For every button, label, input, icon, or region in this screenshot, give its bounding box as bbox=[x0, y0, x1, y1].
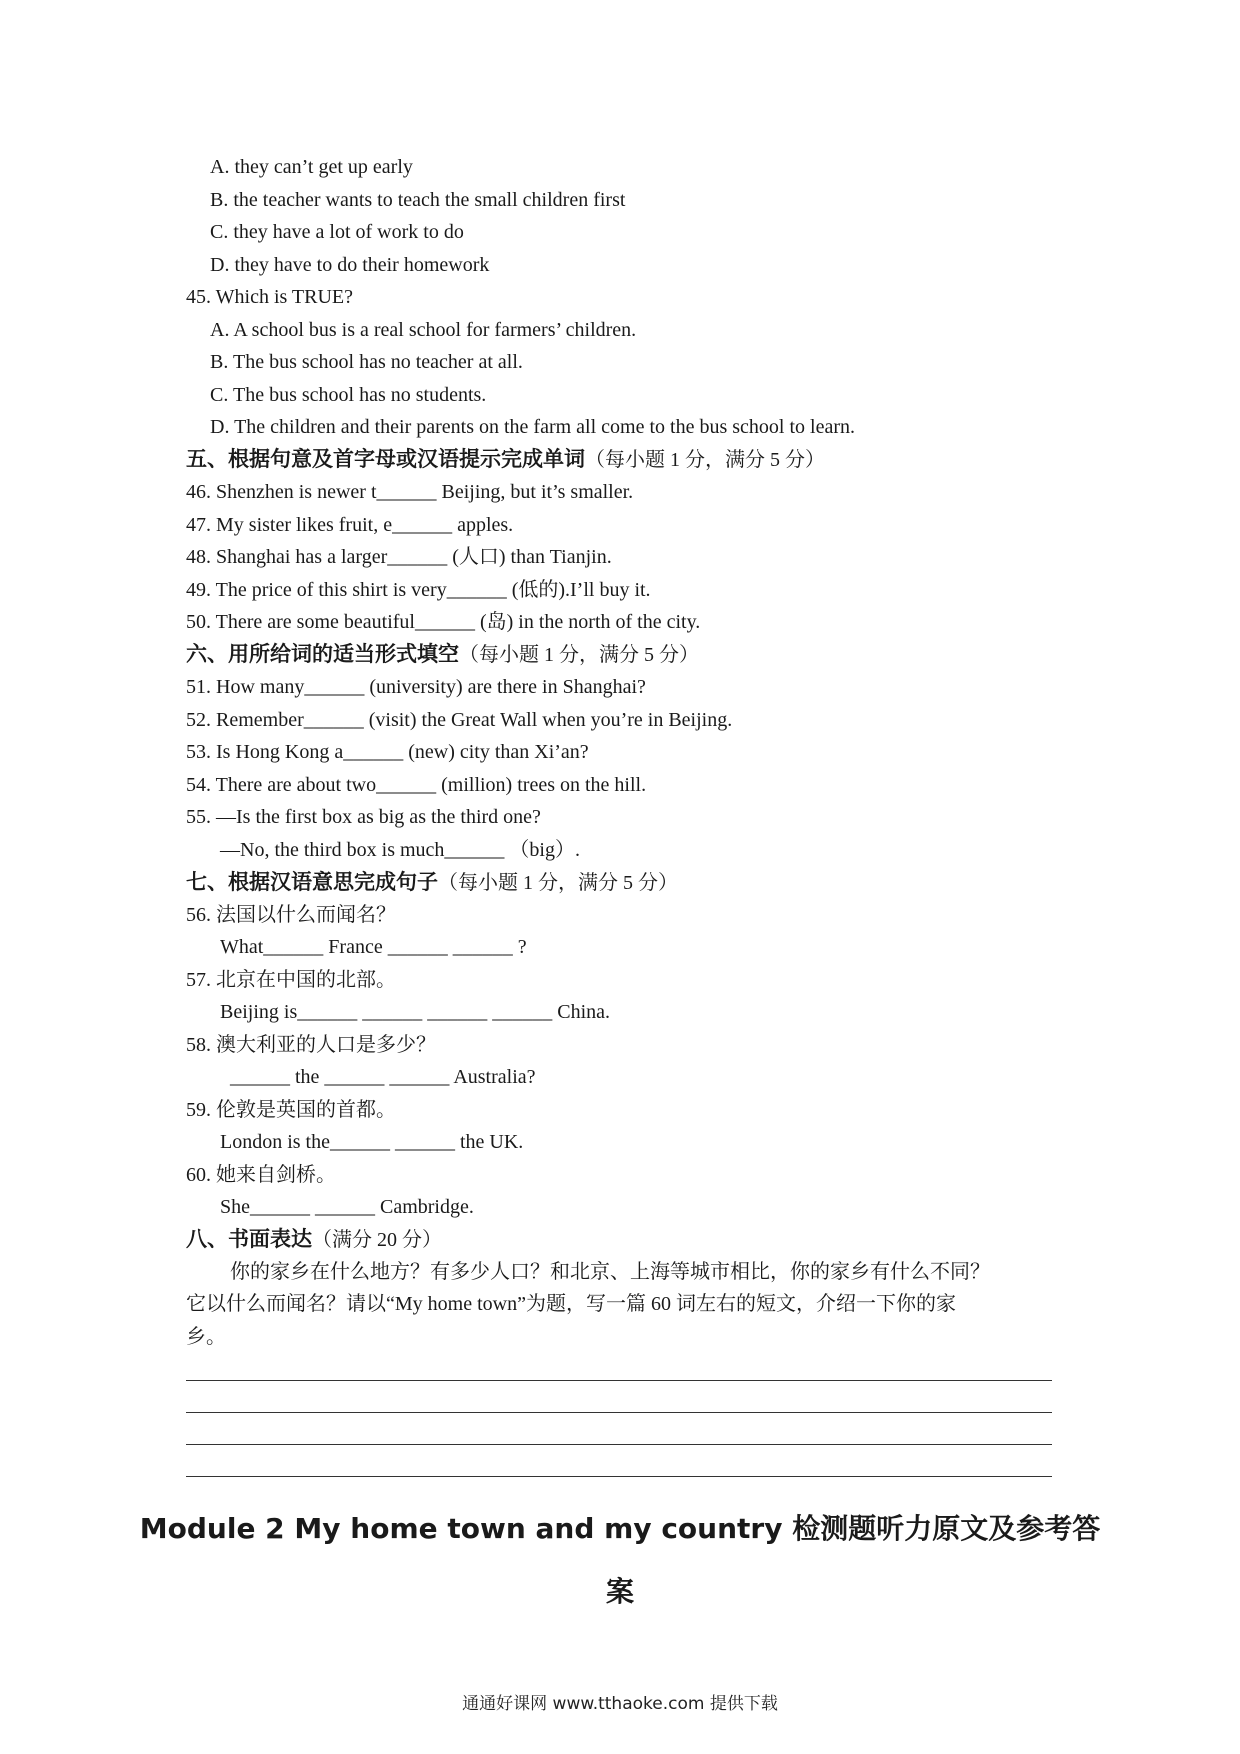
q58-prompt: 58. 澳大利亚的人口是多少？ bbox=[186, 1034, 436, 1056]
q44-option-c: C. they have a lot of work to do bbox=[210, 221, 464, 243]
section5-note: （每小题 1 分，满分 5 分） bbox=[585, 449, 825, 471]
q45-option-c: C. The bus school has no students. bbox=[210, 384, 487, 406]
q55-answer: —No, the third box is much______ （big）. bbox=[220, 839, 580, 861]
section5-title: 五、根据句意及首字母或汉语提示完成单词 bbox=[186, 447, 585, 471]
q45-question: 45. Which is TRUE? bbox=[186, 286, 354, 308]
q56-prompt: 56. 法国以什么而闻名？ bbox=[186, 904, 396, 926]
writing-line[interactable] bbox=[186, 1380, 1052, 1381]
q54: 54. There are about two______ (million) trees on the hill. bbox=[186, 774, 647, 796]
section5-heading bbox=[186, 445, 825, 474]
writing-prompt-line-2: 它以什么而闻名？请以“My home town”为题，写一篇 60 词左右的短文，介绍一下你的家 bbox=[186, 1293, 956, 1315]
q44-option-b: B. the teacher wants to teach the small children first bbox=[210, 189, 626, 211]
writing-line[interactable] bbox=[186, 1412, 1052, 1413]
q51: 51. How many______ (university) are there in Shanghai? bbox=[186, 676, 646, 698]
q47: 47. My sister likes fruit, e______ apples. bbox=[186, 514, 514, 536]
section7-note: （每小题 1 分，满分 5 分） bbox=[438, 872, 678, 894]
module-title-line-1: Module 2 My home town and my country 检测题听力原文及参考答 bbox=[139, 1512, 1101, 1545]
section6-title: 六、用所给词的适当形式填空 bbox=[186, 642, 459, 666]
q59-answer: London is the______ ______ the UK. bbox=[220, 1131, 524, 1153]
q59-prompt: 59. 伦敦是英国的首都。 bbox=[186, 1099, 396, 1121]
writing-line[interactable] bbox=[186, 1476, 1052, 1477]
q52: 52. Remember______ (visit) the Great Wall when you’re in Beijing. bbox=[186, 709, 733, 731]
q46: 46. Shenzhen is newer t______ Beijing, but it’s smaller. bbox=[186, 481, 634, 503]
q55-question: 55. —Is the first box as big as the third one? bbox=[186, 806, 541, 828]
section6-heading bbox=[186, 640, 699, 669]
section7-title: 七、根据汉语意思完成句子 bbox=[186, 870, 438, 894]
q44-option-a: A. they can’t get up early bbox=[210, 156, 413, 178]
q49: 49. The price of this shirt is very______ (低的).I’ll buy it. bbox=[186, 579, 651, 601]
q60-answer: She______ ______ Cambridge. bbox=[220, 1196, 474, 1218]
q53: 53. Is Hong Kong a______ (new) city than Xi’an? bbox=[186, 741, 589, 763]
q57-prompt: 57. 北京在中国的北部。 bbox=[186, 969, 396, 991]
section8-note: （满分 20 分） bbox=[312, 1229, 442, 1251]
q44-option-d: D. they have to do their homework bbox=[210, 254, 490, 276]
section6-note: （每小题 1 分，满分 5 分） bbox=[459, 644, 699, 666]
module-title-line-2: 案 bbox=[605, 1575, 634, 1608]
section7-heading bbox=[186, 868, 678, 897]
q45-option-d: D. The children and their parents on the farm all come to the bus school to learn. bbox=[210, 416, 855, 438]
q60-prompt: 60. 她来自剑桥。 bbox=[186, 1164, 336, 1186]
writing-line[interactable] bbox=[186, 1444, 1052, 1445]
q57-answer: Beijing is______ ______ ______ ______ China. bbox=[220, 1001, 610, 1023]
q58-answer: ______ the ______ ______ Australia? bbox=[230, 1066, 536, 1088]
writing-prompt-line-1: 你的家乡在什么地方？有多少人口？和北京、上海等城市相比，你的家乡有什么不同？ bbox=[230, 1261, 990, 1283]
q45-option-a: A. A school bus is a real school for farmers’ children. bbox=[210, 319, 637, 341]
q56-answer: What______ France ______ ______ ? bbox=[220, 936, 527, 958]
section8-heading bbox=[186, 1225, 442, 1254]
q45-option-b: B. The bus school has no teacher at all. bbox=[210, 351, 523, 373]
page-footer: 通通好课网 www.tthaoke.com 提供下载 bbox=[462, 1694, 778, 1714]
writing-prompt-line-3: 乡。 bbox=[186, 1326, 226, 1348]
q50: 50. There are some beautiful______ (岛) in the north of the city. bbox=[186, 611, 701, 633]
q48: 48. Shanghai has a larger______ (人口) than Tianjin. bbox=[186, 546, 612, 568]
section8-title: 八、书面表达 bbox=[186, 1227, 312, 1251]
